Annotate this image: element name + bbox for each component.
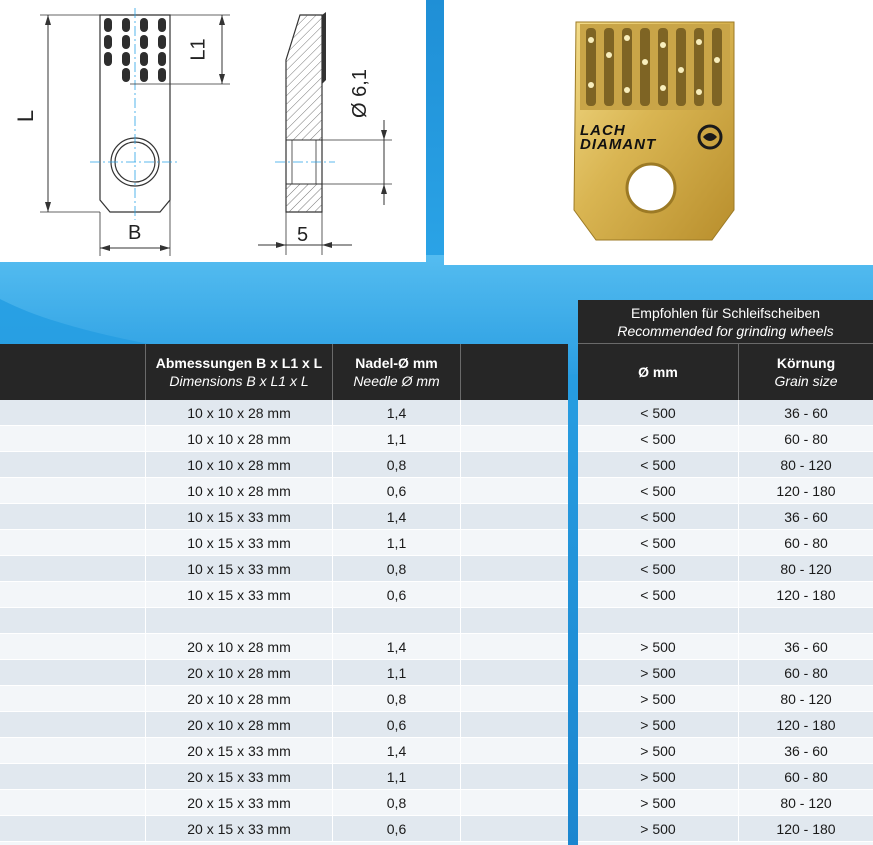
header-grain-de: Körnung [776,355,836,371]
table-row [0,660,568,686]
table-row [0,686,568,712]
table-row [578,660,873,686]
grinding-wheels-table-header [578,344,873,400]
recommended-header-de: Empfohlen für Schleifscheiben [630,304,821,321]
table-row [578,816,873,842]
dimensions-table [0,344,568,845]
dimension-cell: 10 x 10 x 28 mm [145,426,332,452]
row-empty-cell [460,764,568,790]
dimension-cell: 20 x 10 x 28 mm [145,686,332,712]
grain-cell: 80 - 120 [738,556,873,582]
label-L1: L1 [187,38,210,61]
needle-cell: 1,4 [332,400,460,426]
dimension-cell [145,608,332,634]
dimension-cell: 10 x 10 x 28 mm [145,400,332,426]
needle-cell: 0,8 [332,790,460,816]
label-B: B [128,222,142,244]
grain-cell: 80 - 120 [738,452,873,478]
grain-cell: 60 - 80 [738,660,873,686]
grain-cell: 120 - 180 [738,582,873,608]
table-row [578,686,873,712]
product-photo [444,0,873,265]
table-row [578,582,873,608]
label-diameter: Ø 6,1 [348,69,371,118]
grain-cell: 60 - 80 [738,764,873,790]
grain-cell: 120 - 180 [738,712,873,738]
header-diameter-label: Ø mm [638,364,678,380]
row-empty-cell [0,452,145,478]
diameter-cell: < 500 [640,405,676,421]
recommended-header [578,300,873,344]
recommended-header-en: Recommended for grinding wheels [617,322,834,339]
table-row [578,790,873,816]
row-empty-cell [0,790,145,816]
header-needle-en: Needle Ø mm [353,373,440,389]
row-empty-cell [460,530,568,556]
grain-cell: 36 - 60 [738,634,873,660]
table-row [0,556,568,582]
grinding-wheels-table-body [578,400,873,842]
row-empty-cell [0,764,145,790]
needle-cell: 0,6 [332,478,460,504]
header-diameter [578,344,738,400]
row-empty-cell [460,738,568,764]
dimension-cell: 20 x 15 x 33 mm [145,816,332,842]
row-empty-cell [460,504,568,530]
logo-line1: LACH [580,122,626,139]
row-empty-cell [0,530,145,556]
row-empty-cell [460,790,568,816]
header-dimensions [145,344,332,400]
diameter-cell: < 500 [640,587,676,603]
row-empty-cell [0,400,145,426]
label-thickness: 5 [297,224,309,246]
row-empty-cell [0,608,145,634]
row-empty-cell [0,426,145,452]
header-dimensions-de: Abmessungen B x L1 x L [155,355,323,371]
table-row [0,426,568,452]
grain-cell: 60 - 80 [738,530,873,556]
table-row [578,608,873,634]
row-empty-cell [460,400,568,426]
dimensions-table-header [0,344,568,400]
needle-cell: 0,6 [332,582,460,608]
diameter-cell: < 500 [640,483,676,499]
table-row [578,478,873,504]
grain-cell: 80 - 120 [738,790,873,816]
table-row [578,426,873,452]
table-row [0,400,568,426]
table-row [0,816,568,842]
needle-cell: 1,1 [332,426,460,452]
needle-cell: 1,1 [332,764,460,790]
dimension-cell: 20 x 15 x 33 mm [145,738,332,764]
table-row [0,504,568,530]
dimension-cell: 10 x 15 x 33 mm [145,582,332,608]
row-empty-cell [0,556,145,582]
needle-cell: 0,8 [332,556,460,582]
dimension-cell: 10 x 15 x 33 mm [145,504,332,530]
row-empty-cell [0,582,145,608]
grain-cell: 36 - 60 [738,504,873,530]
table-row [0,530,568,556]
table-row [578,504,873,530]
row-empty-cell [460,660,568,686]
row-empty-cell [460,712,568,738]
row-empty-cell [460,478,568,504]
grain-cell: 120 - 180 [738,816,873,842]
dimension-cell: 20 x 15 x 33 mm [145,790,332,816]
diameter-cell: < 500 [640,509,676,525]
row-empty-cell [460,452,568,478]
needle-cell: 0,6 [332,712,460,738]
grain-cell: 60 - 80 [738,426,873,452]
table-row [0,582,568,608]
row-empty-cell [0,712,145,738]
grain-cell: 36 - 60 [738,738,873,764]
diameter-cell: > 500 [640,795,676,811]
table-row [0,712,568,738]
grain-cell: 80 - 120 [738,686,873,712]
needle-cell: 0,6 [332,816,460,842]
table-row [0,478,568,504]
table-row [578,400,873,426]
needle-cell: 0,8 [332,686,460,712]
diameter-cell: > 500 [640,691,676,707]
row-empty-cell [0,738,145,764]
table-row [578,452,873,478]
row-empty-cell [460,426,568,452]
dimension-cell: 20 x 15 x 33 mm [145,764,332,790]
diameter-cell: > 500 [640,743,676,759]
needle-cell: 1,1 [332,660,460,686]
table-row [0,634,568,660]
table-row [0,738,568,764]
grain-cell [738,608,873,634]
table-row [578,530,873,556]
needle-cell: 1,4 [332,504,460,530]
label-L: L [13,109,39,123]
table-row [578,556,873,582]
row-empty-cell [460,556,568,582]
header-dimensions-en: Dimensions B x L1 x L [169,373,309,389]
table-row [0,608,568,634]
row-empty-cell [460,582,568,608]
dimension-cell: 20 x 10 x 28 mm [145,712,332,738]
table-row [0,790,568,816]
diameter-cell: < 500 [640,457,676,473]
table-row [578,634,873,660]
grinding-wheels-table [578,344,873,845]
diameter-cell: > 500 [640,769,676,785]
row-empty-cell [460,634,568,660]
row-empty-cell [460,686,568,712]
table-row [578,738,873,764]
table-row [0,764,568,790]
dimension-cell: 10 x 10 x 28 mm [145,452,332,478]
diameter-cell: > 500 [640,639,676,655]
needle-cell: 1,4 [332,738,460,764]
row-empty-cell [0,478,145,504]
diameter-cell: < 500 [640,535,676,551]
dimension-cell: 20 x 10 x 28 mm [145,634,332,660]
diameter-cell: > 500 [640,821,676,837]
table-row [578,712,873,738]
row-empty-cell [0,816,145,842]
grain-cell: 36 - 60 [738,400,873,426]
diameter-cell: < 500 [640,561,676,577]
diameter-cell: > 500 [640,717,676,733]
needle-cell: 0,8 [332,452,460,478]
diameter-cell [578,608,738,634]
row-empty-cell [0,686,145,712]
row-empty-cell [460,816,568,842]
header-grain-en: Grain size [774,373,838,389]
needle-cell: 1,1 [332,530,460,556]
header-empty [460,344,568,400]
header-needle-de: Nadel-Ø mm [355,355,438,371]
table-row [0,452,568,478]
header-needle [332,344,460,400]
dimension-cell: 20 x 10 x 28 mm [145,660,332,686]
diameter-cell: > 500 [640,665,676,681]
dimension-cell: 10 x 15 x 33 mm [145,530,332,556]
row-empty-cell [460,608,568,634]
dimension-cell: 10 x 10 x 28 mm [145,478,332,504]
row-empty-cell [0,504,145,530]
row-empty-cell [0,634,145,660]
needle-cell: 1,4 [332,634,460,660]
dimensions-table-body [0,400,568,842]
logo-line2: DIAMANT [580,136,657,153]
technical-drawing [0,0,426,262]
needle-cell [332,608,460,634]
grain-cell: 120 - 180 [738,478,873,504]
table-row [578,764,873,790]
dimension-cell: 10 x 15 x 33 mm [145,556,332,582]
diameter-cell: < 500 [640,431,676,447]
header-grain [738,344,873,400]
row-empty-cell [0,660,145,686]
